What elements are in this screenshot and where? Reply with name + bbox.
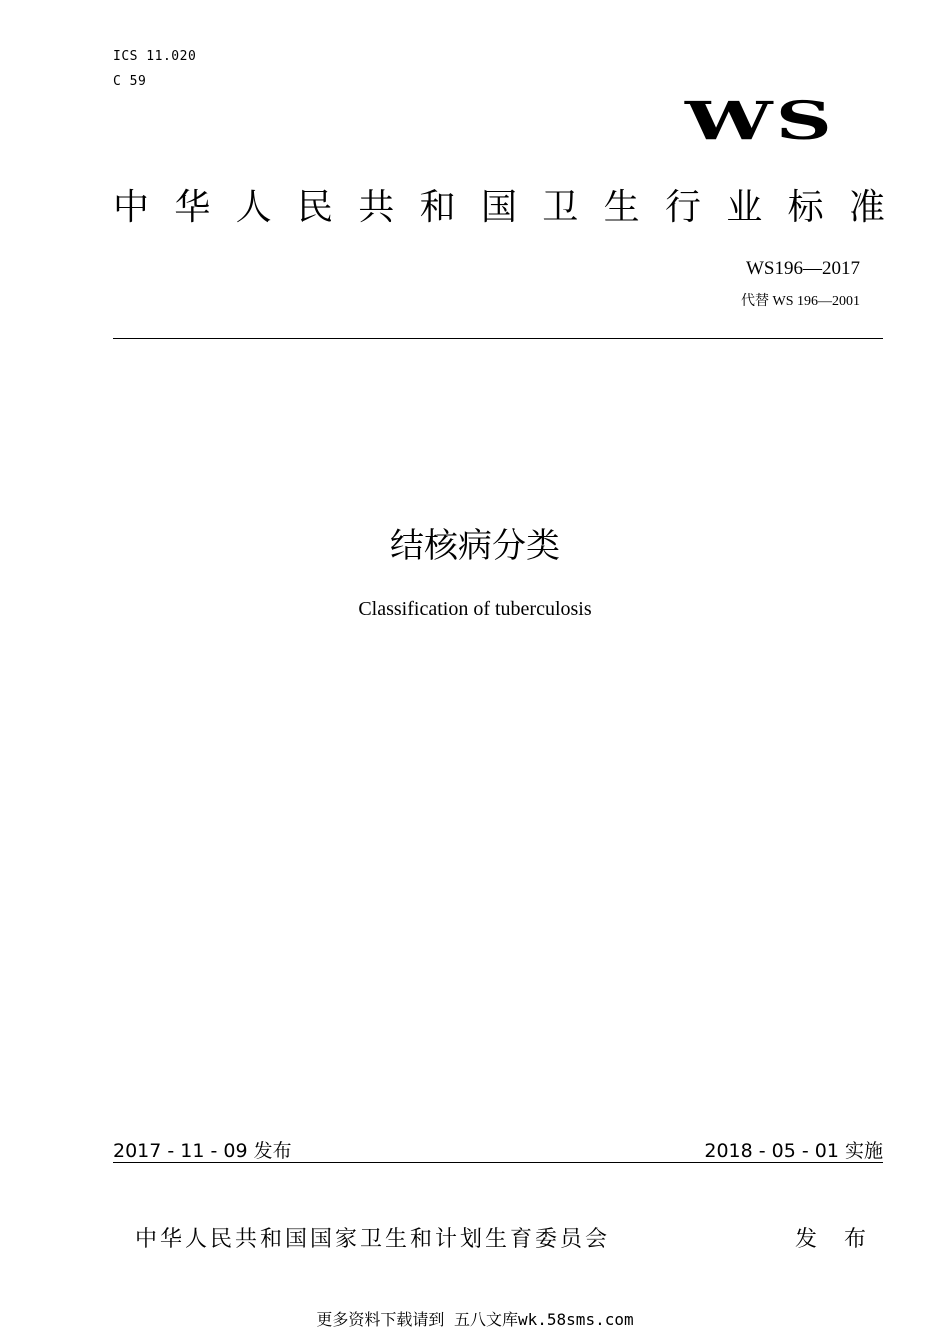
document-title-cn: 结核病分类 [390,526,560,566]
title-char: 行 [664,187,701,228]
title-char: 准 [848,187,885,228]
ws-logo: WS [685,91,835,152]
title-char: 标 [787,187,824,228]
title-char: 卫 [542,187,579,228]
publish-label: 发 布 [795,1227,876,1252]
top-divider [113,338,883,339]
title-char: 生 [603,187,640,228]
title-char: 和 [419,187,456,228]
title-char: 国 [480,187,517,228]
title-char: 华 [174,187,211,228]
replaces-note: 代替 WS 196—2001 [741,294,860,309]
standard-category-title [113,186,885,230]
issue-date: 2017 - 11 - 09 发布 [113,1140,292,1162]
standard-number: WS196—2017 [746,258,860,279]
title-char: 民 [296,187,333,228]
implementation-date: 2018 - 05 - 01 实施 [704,1140,883,1162]
footer-download-link[interactable]: 更多资料下载请到 五八文库wk.58sms.com [316,1310,634,1329]
bottom-divider [113,1162,883,1163]
ics-code: ICS 11.020 [113,49,197,64]
publisher-name: 中华人民共和国国家卫生和计划生育委员会 [135,1227,611,1252]
title-char: 中 [113,187,150,228]
title-char: 共 [358,187,395,228]
ccs-code: C 59 [113,74,147,89]
title-char: 人 [235,187,272,228]
title-char: 业 [726,187,763,228]
document-title-en: Classification of tuberculosis [358,598,592,620]
